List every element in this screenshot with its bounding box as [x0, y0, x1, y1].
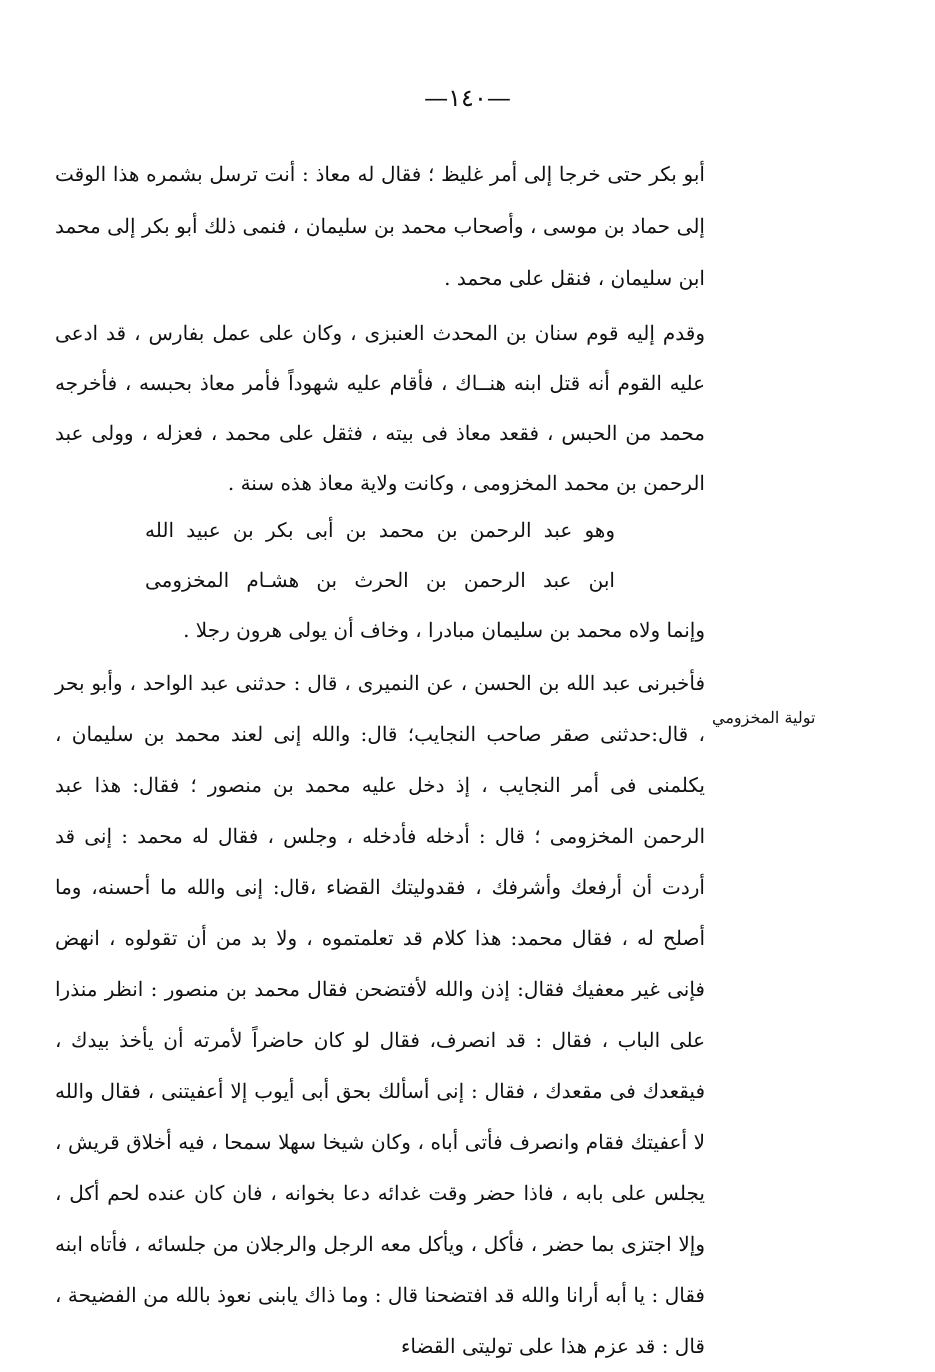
paragraph-4 — [55, 658, 705, 1372]
paragraph-4-text: فأخبرنى عبد الله بن الحسن ، عن النميرى ، قال : حدثنى عبد الواحد ، وأبو بحر ، قال:حدثنى صقر صاحب النجايب؛ قال: والله إنى لعند محمد بن سليمان ، يكلمنى فى أمر النجايب ، إذ دخل عليه محمد بن منصور ؛ فقال: هذا عبد الرحمن المخزومى ؛ قال : أدخله فأدخله ، وجلس ، فقال له محمد : إنى قد أردت أن أرفعك وأشرفك ، فقدوليتك القضاء ،قال: إنى والله ما أحسنه، وما أصلح له ، فقال محمد: هذا كلام قد تعلمتموه ، ولا بد من أن تقولوه ، انهض فإنى غير معفيك فقال: إذن والله لأفتضحن فقال محمد بن منصور : انظر منذرا على الباب ، فقال : قد انصرف، فقال لو كان حاضراً لأمرته أن يأخذ بيدك ، فيقعدك فى مقعدك ، فقال : إنى أسألك بحق أبى أيوب إلا أعفيتنى ، فقال والله لا أعفيتك فقام وانصرف فأتى أباه ، وكان شيخا سهلا سمحا ، فيه أخلاق قريش ، يجلس على بابه ، فاذا حضر وقت غدائه دعا بخوانه ، فان كان عنده لحم أكل ، وإلا اجتزى بما حضر ، فأكل ، ويأكل معه الرجل والرجلان من جلسائه ، فأتاه ابنه فقال : يا أبه أرانا والله قد افتضحنا قال : وما ذاك يابنى نعوذ بالله من الفضيحة ، قال : قد عزم هذا على توليتى القضاء — [55, 671, 705, 1358]
verse-block — [145, 505, 615, 605]
verse-line-2: ابن عبد الرحمن بن الحرث بن هشـام المخزومى — [145, 568, 615, 592]
paragraph-2 — [55, 308, 705, 508]
paragraph-1-text: أبو بكر حتى خرجا إلى أمر غليظ ؛ فقال له معاذ : أنت ترسل بشمره هذا الوقت إلى حماد بن موسى ، وأصحاب محمد بن سليمان ، فنمى ذلك أبو بكر إلى محمد ابن سليمان ، فنقل على محمد . — [55, 162, 705, 290]
paragraph-2-text: وقدم إليه قوم سنان بن المحدث العنبزى ، وكان على عمل بفارس ، قد ادعى عليه القوم أنه قتل ابنه هنــاك ، فأقام عليه شهوداً فأمر معاذ بحبسه ، فأخرجه محمد من الحبس ، فقعد معاذ فى بيته ، فثقل على محمد ، فعزله ، وولى عبد الرحمن بن محمد المخزومى ، وكانت ولاية معاذ هذه سنة . — [55, 321, 705, 495]
paragraph-3-text: وإنما ولاه محمد بن سليمان مبادرا ، وخاف أن يولى هرون رجلا . — [183, 618, 705, 642]
page-number: —١٤٠— — [424, 84, 511, 112]
margin-note: تولية المخزومي — [712, 708, 816, 727]
paragraph-1 — [55, 148, 705, 304]
paragraph-3 — [55, 605, 705, 656]
verse-line-1: وهو عبد الرحمن بن محمد بن أبى بكر بن عبيد الله — [145, 518, 615, 542]
